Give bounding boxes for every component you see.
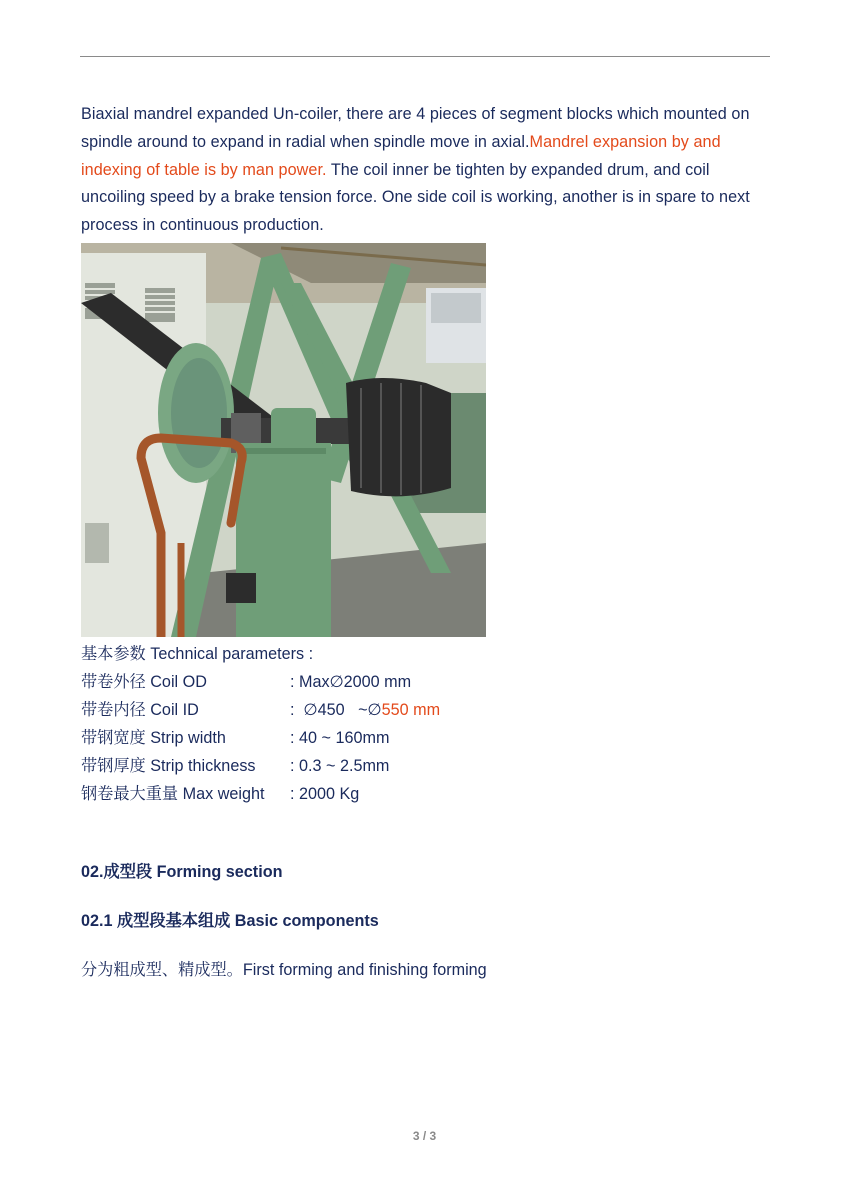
param-value-text: : ∅450 ~∅ — [290, 701, 382, 719]
intro-highlight: Mandrel expansion by and indexing of table is by man power. — [81, 132, 721, 179]
technical-parameters — [81, 640, 581, 808]
param-value — [290, 724, 389, 752]
param-label: 钢卷最大重量 Max weight — [81, 785, 265, 803]
uncoiler-photo — [81, 243, 486, 637]
param-value-text: : 40 ~ 160mm — [290, 729, 390, 747]
intro-paragraph — [81, 101, 771, 240]
param-value-text: : 2000 Kg — [290, 785, 360, 803]
param-value-highlight: 550 mm — [381, 701, 441, 719]
intro-text-2: The coil inner be tighten by expanded drum, and coil uncoiling speed by a brake tension force. One side coil is working, another is in spare to next process in continuous production. — [81, 160, 750, 235]
param-row — [81, 752, 581, 780]
uncoiler-photo-illustration — [81, 243, 486, 637]
param-row — [81, 668, 581, 696]
params-heading: 基本参数 Technical parameters : — [81, 645, 314, 663]
basic-components-title: 02.1 成型段基本组成 Basic components — [81, 912, 379, 930]
param-row — [81, 696, 581, 724]
param-value-text: : 0.3 ~ 2.5mm — [290, 757, 390, 775]
param-value-text: : Max∅2000 mm — [290, 673, 412, 691]
param-value — [290, 780, 359, 808]
param-value — [290, 752, 389, 780]
param-row — [81, 780, 581, 808]
param-label: 带钢厚度 Strip thickness — [81, 757, 256, 775]
param-row — [81, 724, 581, 752]
header-rule — [80, 56, 770, 57]
param-value — [290, 696, 440, 724]
page-number: 3 / 3 — [412, 1129, 437, 1143]
param-label: 带卷外径 Coil OD — [81, 673, 207, 691]
param-value — [290, 668, 411, 696]
forming-section-title: 02.成型段 Forming section — [81, 863, 283, 881]
intro-text-1: Biaxial mandrel expanded Un-coiler, there are 4 pieces of segment blocks which mounted on spindle around to expand in radial when spindle move in axial. — [81, 105, 750, 151]
param-label: 带钢宽度 Strip width — [81, 729, 226, 747]
param-label: 带卷内径 Coil ID — [81, 701, 199, 719]
basic-components-text: 分为粗成型、精成型。First forming and finishing forming — [81, 961, 487, 979]
